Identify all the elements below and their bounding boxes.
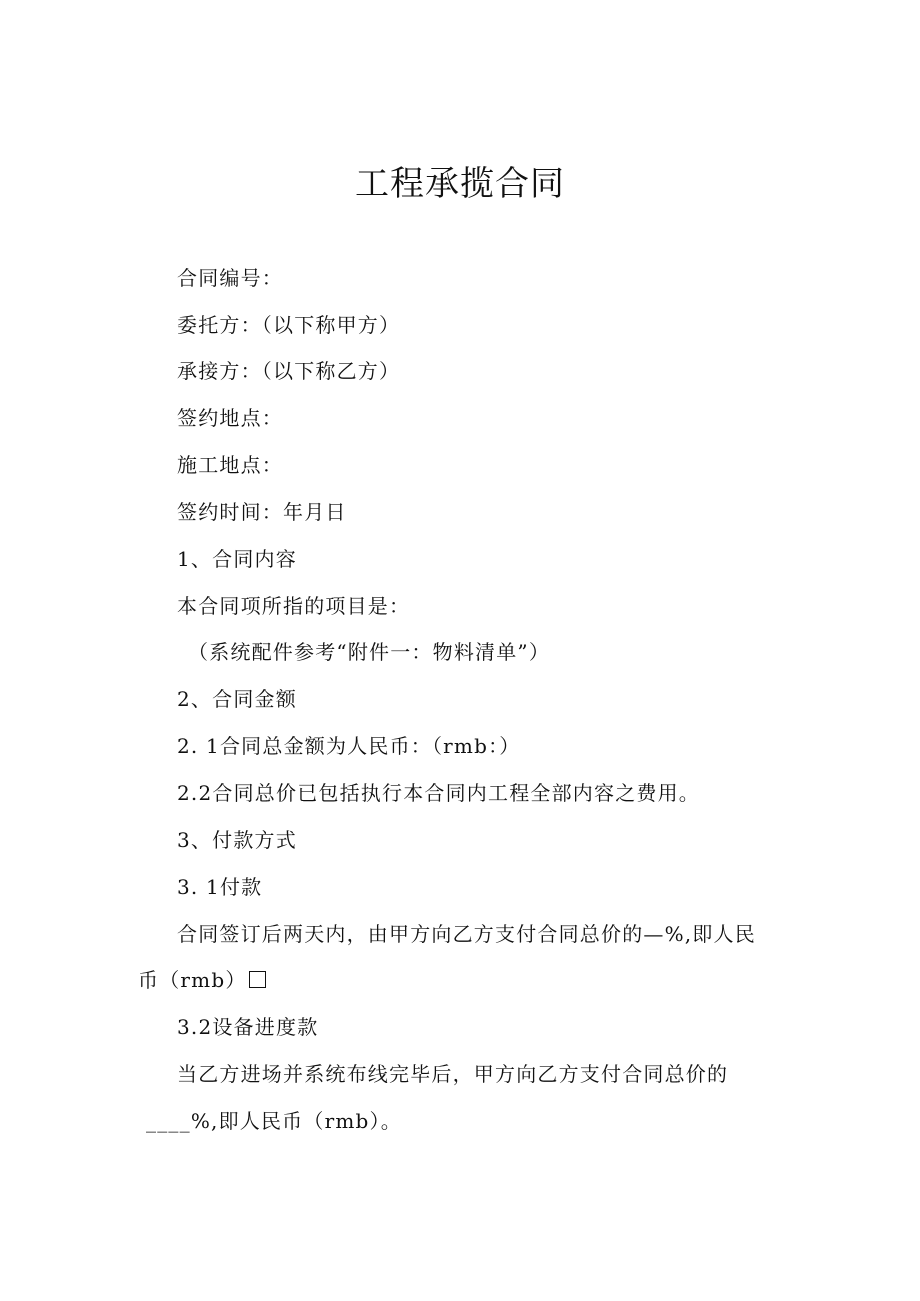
signing-time-line: 签约时间：年月日	[177, 500, 347, 524]
attachment-note: （系统配件参考“附件一：物料清单”）	[188, 640, 551, 664]
clause-3-1-text: 合同签订后两天内，由甲方向乙方支付合同总价的—%,即人民	[177, 922, 756, 946]
client-line: 委托方：（以下称甲方）	[177, 313, 401, 337]
contract-number-line: 合同编号：	[177, 266, 283, 290]
checkbox-square	[249, 971, 266, 988]
clause-3-2-text: 当乙方进场并系统布线完毕后，甲方向乙方支付合同总价的	[177, 1062, 729, 1086]
signing-place-line: 签约地点：	[177, 406, 283, 430]
clause-3-1-cont-text: 币（rmb）	[138, 968, 247, 992]
section-heading-3: 3、付款方式	[177, 828, 297, 852]
blank-field: ____	[146, 1109, 191, 1133]
clause-3-2-text-cont	[146, 1107, 402, 1135]
clause-3-1-text-cont	[138, 966, 266, 994]
section-heading-2: 2、合同金额	[177, 687, 297, 711]
project-line: 本合同项所指的项目是：	[177, 594, 411, 618]
document-title: 工程承揽合同	[355, 164, 565, 204]
section-heading-1: 1、合同内容	[177, 547, 297, 571]
construction-place-line: 施工地点：	[177, 453, 283, 477]
clause-3-2-cont-text: %,即人民币（rmb）。	[190, 1109, 402, 1133]
clause-2-2: 2.2合同总价已包括执行本合同内工程全部内容之费用。	[177, 781, 701, 805]
clause-3-1-heading: 3. 1付款	[177, 875, 263, 899]
clause-3-2-heading: 3.2设备进度款	[177, 1015, 319, 1039]
contractor-line: 承接方：（以下称乙方）	[177, 359, 401, 383]
clause-2-1: 2. 1合同总金额为人民币：（rmb：）	[177, 734, 521, 758]
